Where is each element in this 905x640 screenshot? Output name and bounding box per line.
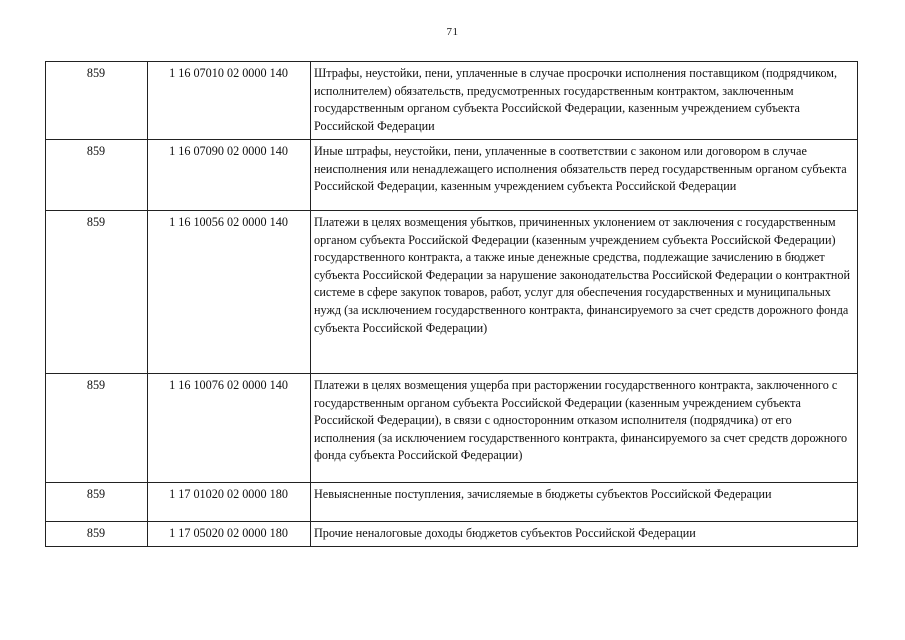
page-number: 71 [446,26,459,38]
administrator-code-cell: 859 [46,140,148,211]
table-row [46,522,858,547]
revenue-code-cell: 1 17 01020 02 0000 180 [148,483,311,522]
table-row [46,140,858,211]
revenue-name-cell: Штрафы, неустойки, пени, уплаченные в случае просрочки исполнения поставщиком (подрядчиком, исполнителем) обязательств, предусмотренных государственным контрактом, заключенным государственным органом субъекта Российской Федерации, казенным учреждением субъекта Российской Федерации [311,62,858,140]
administrator-code-cell: 859 [46,211,148,374]
administrator-code-cell: 859 [46,522,148,547]
table-row [46,483,858,522]
revenue-name-cell: Платежи в целях возмещения ущерба при расторжении государственного контракта, заключенного с государственным органом субъекта Российской Федерации (казенным учреждением субъекта Российской Федерации), в связи с односторонним отказом исполнителя (подрядчика) от его исполнения (за исключением государственного контракта, финансируемого за счет средств дорожного фонда субъекта Российской Федерации) [311,374,858,483]
revenue-code-cell: 1 17 05020 02 0000 180 [148,522,311,547]
revenue-code-cell: 1 16 10056 02 0000 140 [148,211,311,374]
administrator-code-cell: 859 [46,374,148,483]
table-row [46,211,858,374]
administrator-code-cell: 859 [46,62,148,140]
revenue-name-cell: Невыясненные поступления, зачисляемые в бюджеты субъектов Российской Федерации [311,483,858,522]
revenue-code-cell: 1 16 10076 02 0000 140 [148,374,311,483]
table-row [46,62,858,140]
revenue-name-cell: Платежи в целях возмещения убытков, причиненных уклонением от заключения с государственным органом субъекта Российской Федерации (казенным учреждением субъекта Российской Федерации) государственного контракта, а также иные денежные средства, подлежащие зачислению в бюджет субъекта Российской Федерации за нарушение законодательства Российской Федерации о контрактной системе в сфере закупок товаров, работ, услуг для обеспечения государственных и муниципальных нужд (за исключением государственного контракта, финансируемого за счет средств дорожного фонда субъекта Российской Федерации) [311,211,858,374]
revenue-name-cell: Прочие неналоговые доходы бюджетов субъектов Российской Федерации [311,522,858,547]
table-row [46,374,858,483]
budget-revenue-table [45,61,858,547]
revenue-code-cell: 1 16 07090 02 0000 140 [148,140,311,211]
administrator-code-cell: 859 [46,483,148,522]
revenue-name-cell: Иные штрафы, неустойки, пени, уплаченные в соответствии с законом или договором в случае неисполнения или ненадлежащего исполнения обязательств перед государственным органом субъекта Российской Федерации, казенным учреждением субъекта Российской Федерации [311,140,858,211]
revenue-code-cell: 1 16 07010 02 0000 140 [148,62,311,140]
